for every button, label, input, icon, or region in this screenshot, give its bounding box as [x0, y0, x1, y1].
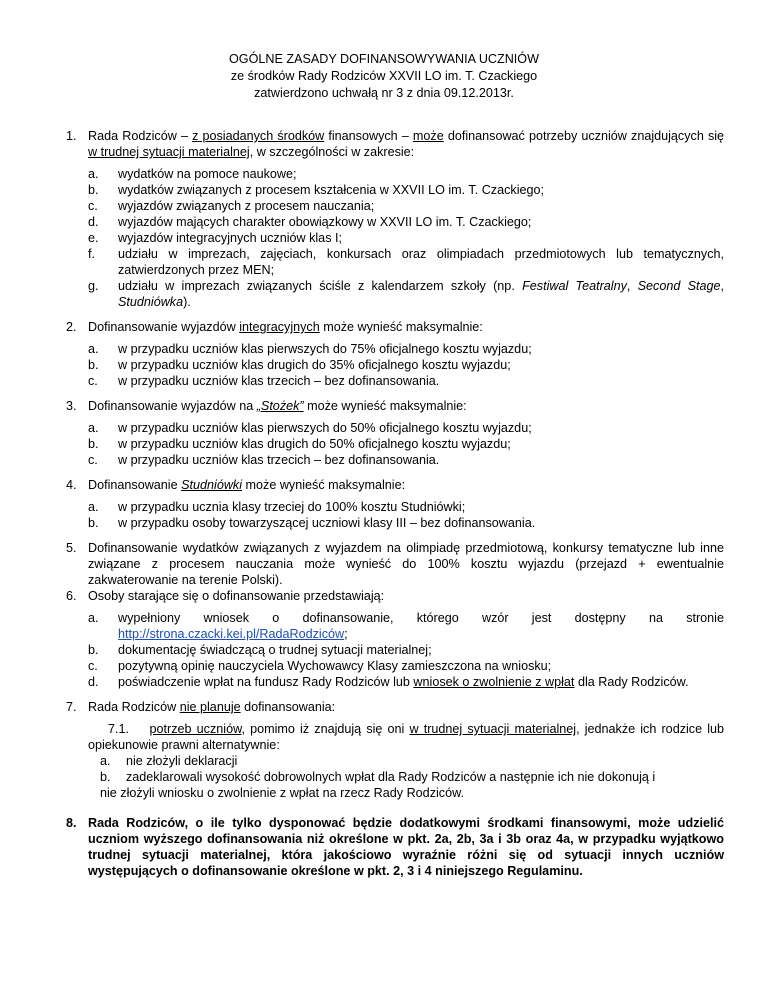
list-item: a. w przypadku uczniów klas pierwszych do 75% oficjalnego kosztu wyjazdu; [88, 342, 532, 356]
section-7: 7. Rada Rodziców nie planuje dofinansowania: [66, 700, 336, 714]
section-8: 8. Rada Rodziców, o ile tylko dysponować będzie dodatkowymi środkami finansowymi, może udzielić uczniom wyższego dofinansowania niż określone w pkt. 2a, 2b, 3a i 3b oraz 4a, w przypadku wyjątkowo trudnej sytuacji materialnej, która jakościowo wyraźnie różni się od sytuacji innych uczniów występujących o dofinansowanie określone w pkt. 2, 3 i 4 niniejszego Regulaminu. [66, 816, 724, 878]
list-item: d. wyjazdów mających charakter obowiązkowy w XXVII LO im. T. Czackiego; [88, 215, 532, 229]
document-body [66, 128, 724, 879]
list-item: b. dokumentację świadczącą o trudnej sytuacji materialnej; [88, 643, 432, 657]
list-item: b. w przypadku uczniów klas drugich do 50% oficjalnego kosztu wyjazdu; [88, 437, 511, 451]
approval-note: zatwierdzono uchwałą nr 3 z dnia 09.12.2013r. [254, 86, 514, 100]
list-item: a. wydatków na pomoce naukowe; [88, 167, 297, 181]
list-item: e. wyjazdów integracyjnych uczniów klas I; [88, 231, 342, 245]
section-1 [66, 128, 724, 160]
list-item: c. w przypadku uczniów klas trzecich – bez dofinansowania. [88, 453, 440, 467]
list-item: b. wydatków związanych z procesem kształcenia w XXVII LO im. T. Czackiego; [88, 183, 545, 197]
list-item: c. wyjazdów związanych z procesem nauczania; [88, 199, 375, 213]
list-item: d. poświadczenie wpłat na fundusz Rady Rodziców lub wniosek o zwolnienie z wpłat dla Rady Rodziców. [88, 675, 689, 689]
document-subtitle: ze środków Rady Rodziców XXVII LO im. T. Czackiego [230, 69, 538, 83]
document-title: OGÓLNE ZASADY DOFINANSOWYWANIA UCZNIÓW [229, 52, 539, 66]
subsection-7-1: 7.1. potrzeb uczniów, pomimo iż znajdują się oni w trudnej sytuacji materialnej, jednakże ich rodzice lub opiekunowie prawni alternatywnie: a. nie złożyli deklaracji b. zadeklarowali wysokość dobrowolnych wpłat dla Rady Rodziców a następnie ich nie dokonują i nie złożyli wniosku o zwolnienie z wpłat na rzecz Rady Rodziców. [88, 722, 725, 800]
list-item: a. w przypadku uczniów klas pierwszych do 50% oficjalnego kosztu wyjazdu; [88, 421, 532, 435]
justified-line: wypełniony wniosek o dofinansowanie, którego wzór jest dostępny na stronie [118, 611, 724, 625]
list-item: a. w przypadku ucznia klasy trzeciej do 100% kosztu Studniówki; [88, 500, 466, 514]
section-6: 6. Osoby starające się o dofinansowanie przedstawiają: [66, 589, 385, 603]
section-2: 2. Dofinansowanie wyjazdów integracyjnych może wynieść maksymalnie: [66, 320, 483, 334]
list-item: a. nie złożyli deklaracji [100, 754, 238, 768]
section-4: 4. Dofinansowanie Studniówki może wynieść maksymalnie: [66, 478, 406, 492]
section-number: 1. [66, 129, 77, 143]
section-5: 5. Dofinansowanie wydatków związanych z wyjazdem na olimpiadę przedmiotową, konkursy tematyczne lub inne związane z procesem nauczania może wynieść do 100% kosztu wyjazdu (przejazd + ewentualnie zakwaterowanie na terenie Polski). [66, 541, 724, 587]
section-3: 3. Dofinansowanie wyjazdów na „Stożek” może wynieść maksymalnie: [66, 399, 467, 413]
list-item: b. w przypadku uczniów klas drugich do 35% oficjalnego kosztu wyjazdu; [88, 358, 511, 372]
document-header [0, 51, 768, 102]
list-item: c. pozytywną opinię nauczyciela Wychowawcy Klasy zamieszczona na wniosku; [88, 659, 552, 673]
list-item: a. wypełniony wniosek o dofinansowanie, którego wzór jest dostępny na stronie http://strona.czacki.kei.pl/RadaRodziców; [88, 611, 724, 641]
list-item: b. w przypadku osoby towarzyszącej uczniowi klasy III – bez dofinansowania. [88, 516, 536, 530]
section-text: Rada Rodziców – z posiadanych środków finansowych – może dofinansować potrzeby uczniów znajdujących się w trudnej sytuacji materialnej, w szczególności w zakresie: [88, 129, 725, 159]
rada-rodzicow-link[interactable]: http://strona.czacki.kei.pl/RadaRodziców [118, 627, 345, 641]
list-item: f. udziału w imprezach, zajęciach, konkursach oraz olimpiadach przedmiotowych lub tematycznych, zatwierdzonych przez MEN; [88, 247, 724, 277]
list-item: c. w przypadku uczniów klas trzecich – bez dofinansowania. [88, 374, 440, 388]
list-item: g. udziału w imprezach związanych ściśle z kalendarzem szkoły (np. Festiwal Teatralny, Second Stage, Studniówka). [88, 279, 725, 309]
list-item: b. zadeklarowali wysokość dobrowolnych wpłat dla Rady Rodziców a następnie ich nie dokonują i [100, 770, 656, 784]
